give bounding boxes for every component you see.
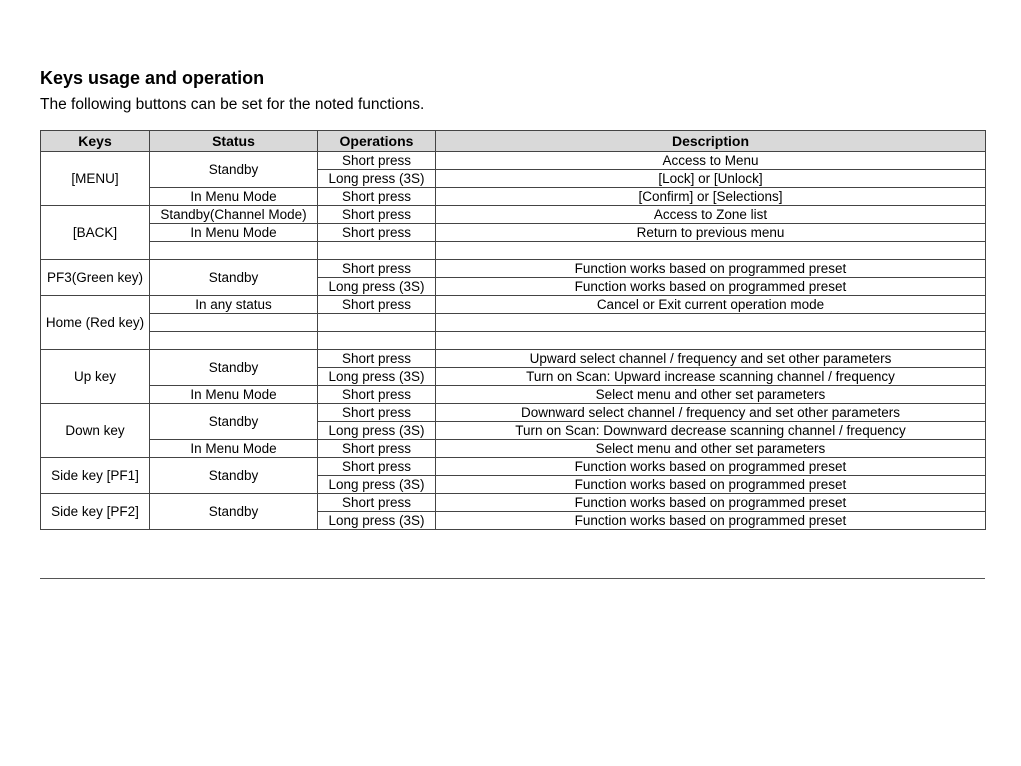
operation-cell: Short press — [318, 206, 436, 224]
operation-cell: Long press (3S) — [318, 512, 436, 530]
operation-cell: Short press — [318, 260, 436, 278]
header-operations: Operations — [318, 131, 436, 152]
operation-cell: Long press (3S) — [318, 422, 436, 440]
description-cell: Access to Menu — [436, 152, 986, 170]
description-cell: Cancel or Exit current operation mode — [436, 296, 986, 314]
table-row — [41, 494, 986, 512]
page-intro: The following buttons can be set for the noted functions. — [40, 96, 425, 113]
operation-cell — [318, 332, 436, 350]
description-cell: Function works based on programmed preset — [436, 476, 986, 494]
operation-cell: Short press — [318, 188, 436, 206]
description-cell: Upward select channel / frequency and set other parameters — [436, 350, 986, 368]
table-row — [41, 314, 986, 332]
status-cell: Standby — [150, 458, 318, 494]
operation-cell: Long press (3S) — [318, 368, 436, 386]
table-row — [41, 152, 986, 170]
table-row — [41, 260, 986, 278]
operation-cell: Short press — [318, 224, 436, 242]
status-cell: In Menu Mode — [150, 224, 318, 242]
status-cell — [150, 332, 318, 350]
table-row — [41, 332, 986, 350]
key-cell: [MENU] — [41, 152, 150, 206]
status-cell: Standby — [150, 350, 318, 386]
description-cell: [Confirm] or [Selections] — [436, 188, 986, 206]
operation-cell: Short press — [318, 458, 436, 476]
keys-table — [40, 130, 986, 530]
description-cell: Turn on Scan: Upward increase scanning channel / frequency — [436, 368, 986, 386]
description-cell: Function works based on programmed preset — [436, 260, 986, 278]
header-description: Description — [436, 131, 986, 152]
status-cell: Standby — [150, 260, 318, 296]
status-cell — [150, 242, 318, 260]
description-cell: Function works based on programmed preset — [436, 494, 986, 512]
operation-cell: Short press — [318, 296, 436, 314]
status-cell: Standby(Channel Mode) — [150, 206, 318, 224]
key-cell: PF3(Green key) — [41, 260, 150, 296]
table-row — [41, 404, 986, 422]
status-cell: Standby — [150, 404, 318, 440]
status-cell: In any status — [150, 296, 318, 314]
operation-cell: Short press — [318, 440, 436, 458]
description-cell: [Lock] or [Unlock] — [436, 170, 986, 188]
operation-cell: Short press — [318, 350, 436, 368]
table-row — [41, 242, 986, 260]
table-row — [41, 350, 986, 368]
description-cell — [436, 314, 986, 332]
key-cell: Down key — [41, 404, 150, 458]
table-row — [41, 224, 986, 242]
status-cell: In Menu Mode — [150, 188, 318, 206]
header-status: Status — [150, 131, 318, 152]
page-title: Keys usage and operation — [40, 68, 265, 88]
status-cell — [150, 314, 318, 332]
operation-cell — [318, 242, 436, 260]
header-keys: Keys — [41, 131, 150, 152]
footer-divider — [40, 578, 985, 579]
operation-cell: Short press — [318, 494, 436, 512]
status-cell: In Menu Mode — [150, 386, 318, 404]
operation-cell: Long press (3S) — [318, 170, 436, 188]
description-cell: Turn on Scan: Downward decrease scanning channel / frequency — [436, 422, 986, 440]
description-cell: Access to Zone list — [436, 206, 986, 224]
description-cell: Select menu and other set parameters — [436, 386, 986, 404]
status-cell: In Menu Mode — [150, 440, 318, 458]
key-cell: [BACK] — [41, 206, 150, 260]
key-cell: Side key [PF2] — [41, 494, 150, 530]
operation-cell: Short press — [318, 386, 436, 404]
operation-cell — [318, 314, 436, 332]
table-row — [41, 386, 986, 404]
description-cell: Function works based on programmed preset — [436, 458, 986, 476]
description-cell: Downward select channel / frequency and set other parameters — [436, 404, 986, 422]
table-row — [41, 296, 986, 314]
table-row — [41, 458, 986, 476]
description-cell: Function works based on programmed preset — [436, 278, 986, 296]
operation-cell: Long press (3S) — [318, 278, 436, 296]
operation-cell: Long press (3S) — [318, 476, 436, 494]
key-cell: Up key — [41, 350, 150, 404]
key-cell: Home (Red key) — [41, 296, 150, 350]
table-row — [41, 206, 986, 224]
description-cell — [436, 242, 986, 260]
status-cell: Standby — [150, 152, 318, 188]
operation-cell: Short press — [318, 152, 436, 170]
description-cell: Function works based on programmed preset — [436, 512, 986, 530]
description-cell: Return to previous menu — [436, 224, 986, 242]
table-row — [41, 440, 986, 458]
table-header-row — [41, 131, 986, 152]
description-cell — [436, 332, 986, 350]
operation-cell: Short press — [318, 404, 436, 422]
table-row — [41, 188, 986, 206]
status-cell: Standby — [150, 494, 318, 530]
description-cell: Select menu and other set parameters — [436, 440, 986, 458]
key-cell: Side key [PF1] — [41, 458, 150, 494]
